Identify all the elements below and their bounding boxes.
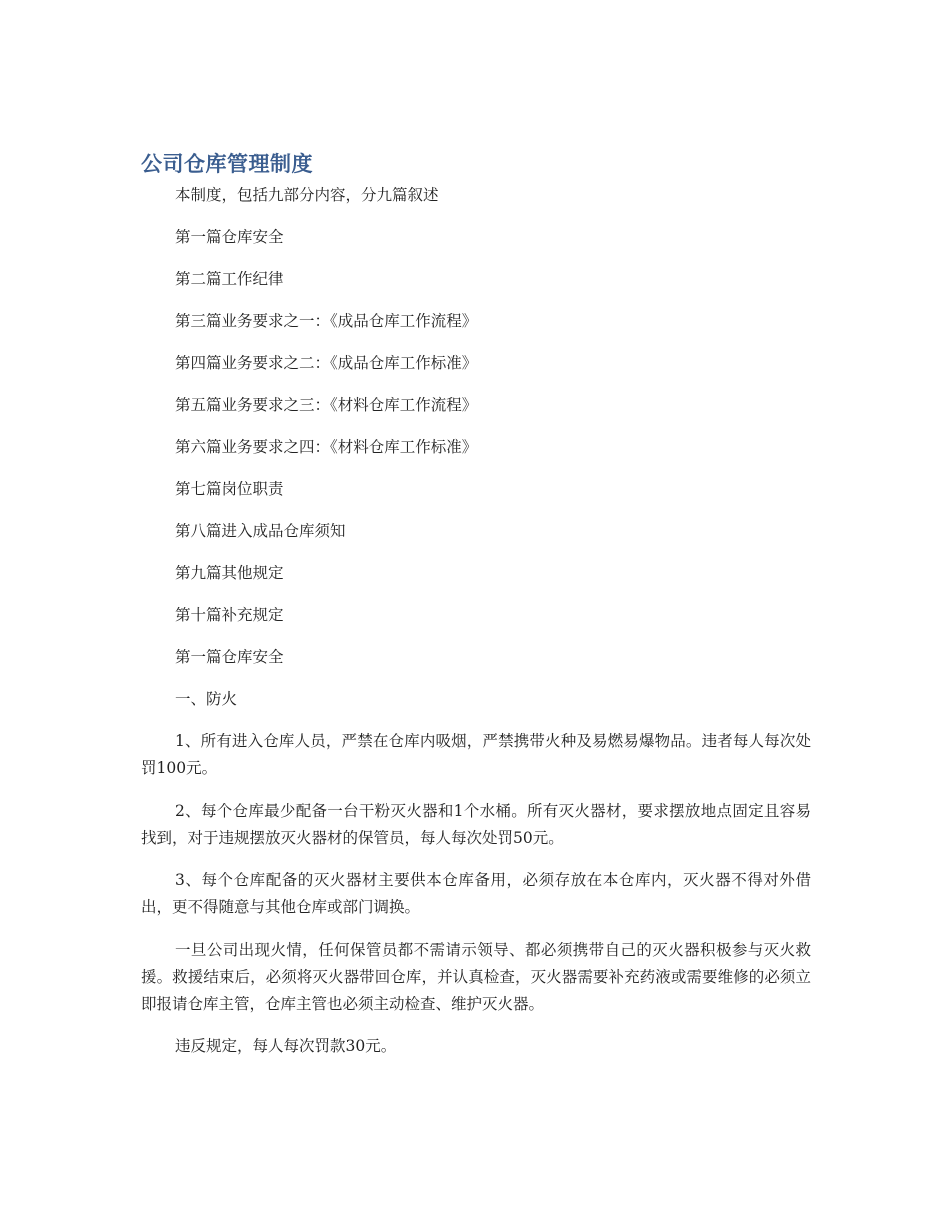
toc-item: 第五篇业务要求之三：《材料仓库工作流程》: [175, 396, 478, 414]
toc-item: 第一篇仓库安全: [175, 228, 284, 246]
toc-item: 第七篇岗位职责: [175, 480, 284, 498]
toc-item: 第三篇业务要求之一：《成品仓库工作流程》: [175, 312, 478, 330]
document-title: 公司仓库管理制度: [141, 152, 313, 176]
rule-paragraph: 3、每个仓库配备的灭火器材主要供本仓库备用，必须存放在本仓库内，灭火器不得对外借出，更不得随意与其他仓库或部门调换。: [141, 871, 811, 916]
rule-paragraph: 违反规定，每人每次罚款30元。: [175, 1037, 397, 1055]
toc-item: 第六篇业务要求之四：《材料仓库工作标准》: [175, 438, 478, 456]
toc-item: 第十篇补充规定: [175, 606, 284, 624]
toc-item: 第四篇业务要求之二：《成品仓库工作标准》: [175, 354, 478, 372]
rule-paragraph: 一旦公司出现火情，任何保管员都不需请示领导、都必须携带自己的灭火器积极参与灭火救援。救援结束后，必须将灭火器带回仓库，并认真检查，灭火器需要补充药液或需要维修的必须立即报请仓库主管，仓库主管也必须主动检查、维护灭火器。: [141, 940, 811, 1013]
subsection-heading: 一、防火: [175, 690, 238, 708]
rule-paragraph: 2、每个仓库最少配备一台干粉灭火器和1个水桶。所有灭火器材，要求摆放地点固定且容易找到，对于违规摆放灭火器材的保管员，每人每次处罚50元。: [141, 801, 811, 847]
section-heading: 第一篇仓库安全: [175, 648, 284, 666]
toc-item: 第九篇其他规定: [175, 564, 284, 582]
toc-item: 第八篇进入成品仓库须知: [175, 522, 346, 540]
intro-paragraph: 本制度，包括九部分内容，分九篇叙述: [175, 186, 439, 204]
document-body: [141, 150, 811, 1076]
toc-item: 第二篇工作纪律: [175, 270, 284, 288]
rule-paragraph: 1、所有进入仓库人员，严禁在仓库内吸烟，严禁携带火种及易燃易爆物品。违者每人每次处罚100元。: [141, 732, 811, 777]
